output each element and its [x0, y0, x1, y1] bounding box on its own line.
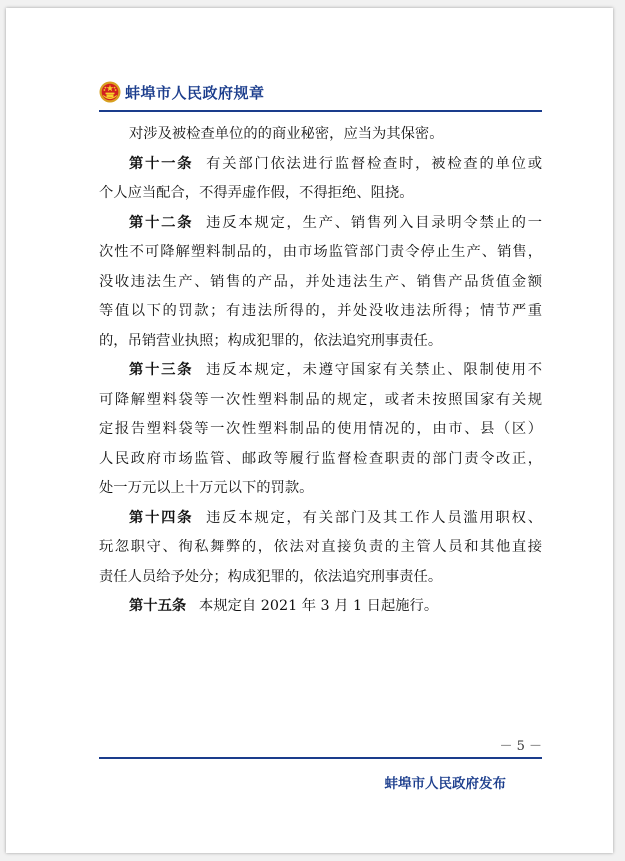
article-text: 违反本规定，未遵守国家有关禁止、限制使用不	[206, 362, 543, 378]
paragraph-line: 个人应当配合，不得弄虚作假，不得拒绝、阻挠。	[99, 185, 414, 201]
header-divider	[99, 110, 542, 112]
article-15-line	[99, 592, 542, 622]
paragraph-line: 人民政府市场监管、邮政等履行监督检查职责的部门责令改正，	[99, 450, 542, 467]
article-text: 违反本规定，生产、销售列入目录明令禁止的一	[206, 214, 543, 231]
article-label: 第十一条	[129, 155, 194, 172]
document-page	[6, 8, 613, 853]
page-header	[99, 77, 265, 107]
paragraph-line: 等值以下的罚款；有违法所得的，并处没收违法所得；情节严重	[99, 303, 542, 319]
paragraph-line: 玩忽职守、徇私舞弊的，依法对直接负责的主管人员和其他直接	[99, 539, 542, 555]
document-body	[99, 120, 542, 622]
article-text: 本规定自 2021 年 3 月 1 日起施行。	[199, 598, 439, 614]
article-label: 第十二条	[129, 214, 194, 231]
article-14-line	[99, 504, 542, 534]
article-text: 违反本规定，有关部门及其工作人员滥用职权、	[206, 509, 543, 526]
article-label: 第十五条	[129, 598, 187, 614]
article-13-line	[99, 356, 542, 386]
paragraph-line: 责任人员给予处分；构成犯罪的，依法追究刑事责任。	[99, 568, 443, 585]
national-emblem-icon	[99, 81, 121, 103]
document-series-title: 蚌埠市人民政府规章	[125, 83, 265, 102]
paragraph-line: 处一万元以上十万元以下的罚款。	[99, 480, 314, 496]
publisher-label: 蚌埠市人民政府发布	[384, 776, 506, 792]
article-label: 第十三条	[129, 362, 194, 378]
paragraph-line: 可降解塑料袋等一次性塑料制品的规定，或者未按照国家有关规	[99, 391, 542, 408]
article-text: 有关部门依法进行监督检查时，被检查的单位或	[206, 155, 543, 172]
page-number: － 5 －	[499, 739, 542, 754]
paragraph-line: 的，吊销营业执照；构成犯罪的，依法追究刑事责任。	[99, 332, 443, 349]
paragraph-line: 次性不可降解塑料制品的，由市场监管部门责令停止生产、销售，	[99, 244, 542, 260]
paragraph-line: 对涉及被检查单位的的商业秘密，应当为其保密。	[129, 126, 444, 142]
article-12-line	[99, 209, 542, 239]
article-label: 第十四条	[129, 509, 194, 526]
footer-divider	[99, 757, 542, 759]
paragraph-line: 没收违法生产、销售的产品，并处违法生产、销售产品货值金额	[99, 273, 542, 290]
paragraph-line: 定报告塑料袋等一次性塑料制品的使用情况的，由市、县（区）	[99, 421, 542, 437]
article-11-line	[99, 150, 542, 180]
